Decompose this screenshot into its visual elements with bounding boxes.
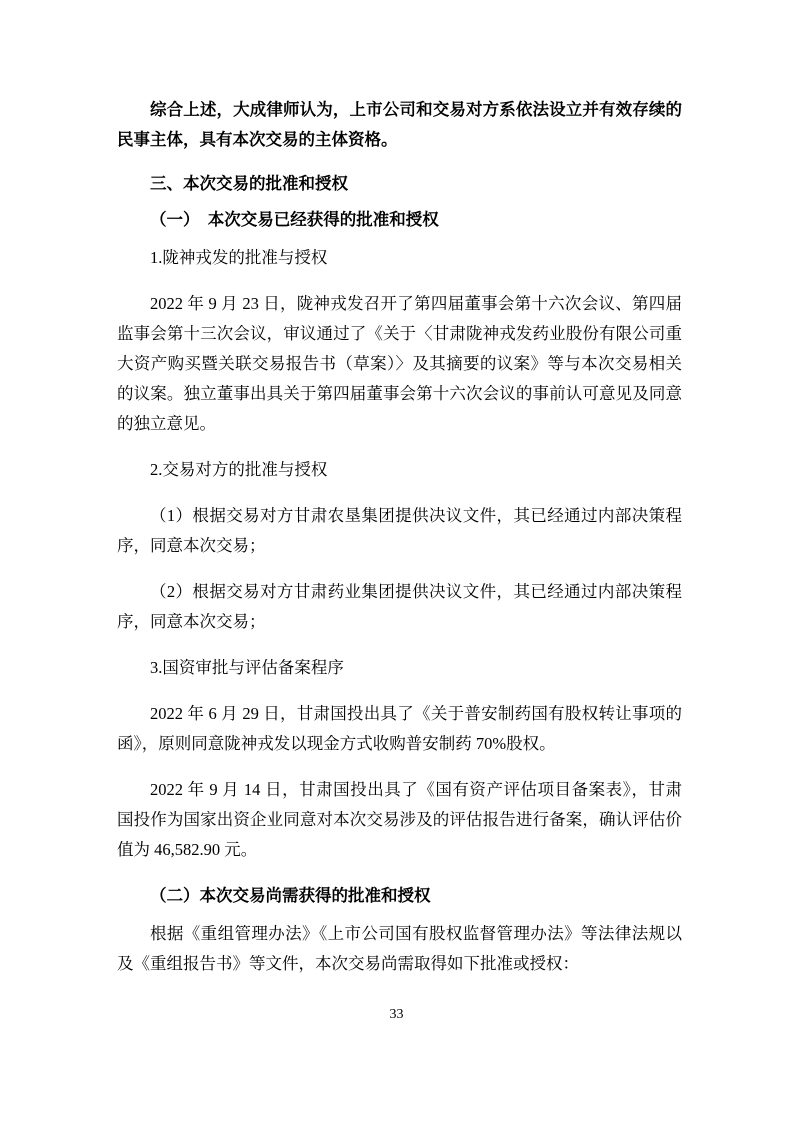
body-paragraph: （1）根据交易对方甘肃农垦集团提供决议文件，其已经通过内部决策程序，同意本次交易； (117, 506, 682, 555)
body-paragraph: 2022 年 9 月 23 日，陇神戎发召开了第四届董事会第十六次会议、第四届监事会第十三次会议，审议通过了《关于〈甘肃陇神戎发药业股份有限公司重大资产购买暨关联交易报告书（草案）〉及其摘要的议案》等与本次交易相关的议案。独立董事出具关于第四届董事会第十六次会议的事前认可意见及同意的独立意见。 (117, 294, 682, 433)
body-paragraph: 2022 年 9 月 14 日，甘肃国投出具了《国有资产评估项目备案表》，甘肃国投作为国家出资企业同意对本次交易涉及的评估报告进行备案，确认评估价值为 46,582.90 元。 (117, 780, 682, 859)
page-number: 33 (389, 1007, 404, 1022)
subsection-heading-3-2: （二）本次交易尚需获得的批准和授权 (150, 887, 431, 905)
body-paragraph: 2022 年 6 月 29 日，甘肃国投出具了《关于普安制药国有股权转让事项的函》，原则同意陇神戎发以现金方式收购普安制药 70%股权。 (117, 704, 682, 753)
subsection-heading-3-1: （一） 本次交易已经获得的批准和授权 (150, 211, 439, 229)
document-content (117, 95, 682, 995)
numbered-item-heading-3: 3.国资审批与评估备案程序 (150, 658, 344, 677)
numbered-item-heading-2: 2.交易对方的批准与授权 (150, 460, 328, 479)
section-heading-3: 三、本次交易的批准和授权 (150, 175, 348, 193)
conclusion-paragraph: 综合上述，大成律师认为，上市公司和交易对方系依法设立并有效存续的民事主体，具有本次交易的主体资格。 (117, 101, 682, 149)
numbered-item-heading-1: 1.陇神戎发的批准与授权 (150, 248, 328, 267)
body-paragraph: （2）根据交易对方甘肃药业集团提供决议文件，其已经通过内部决策程序，同意本次交易； (117, 582, 682, 631)
body-paragraph: 根据《重组管理办法》《上市公司国有股权监督管理办法》等法律法规以及《重组报告书》等文件，本次交易尚需取得如下批准或授权： (117, 924, 682, 973)
